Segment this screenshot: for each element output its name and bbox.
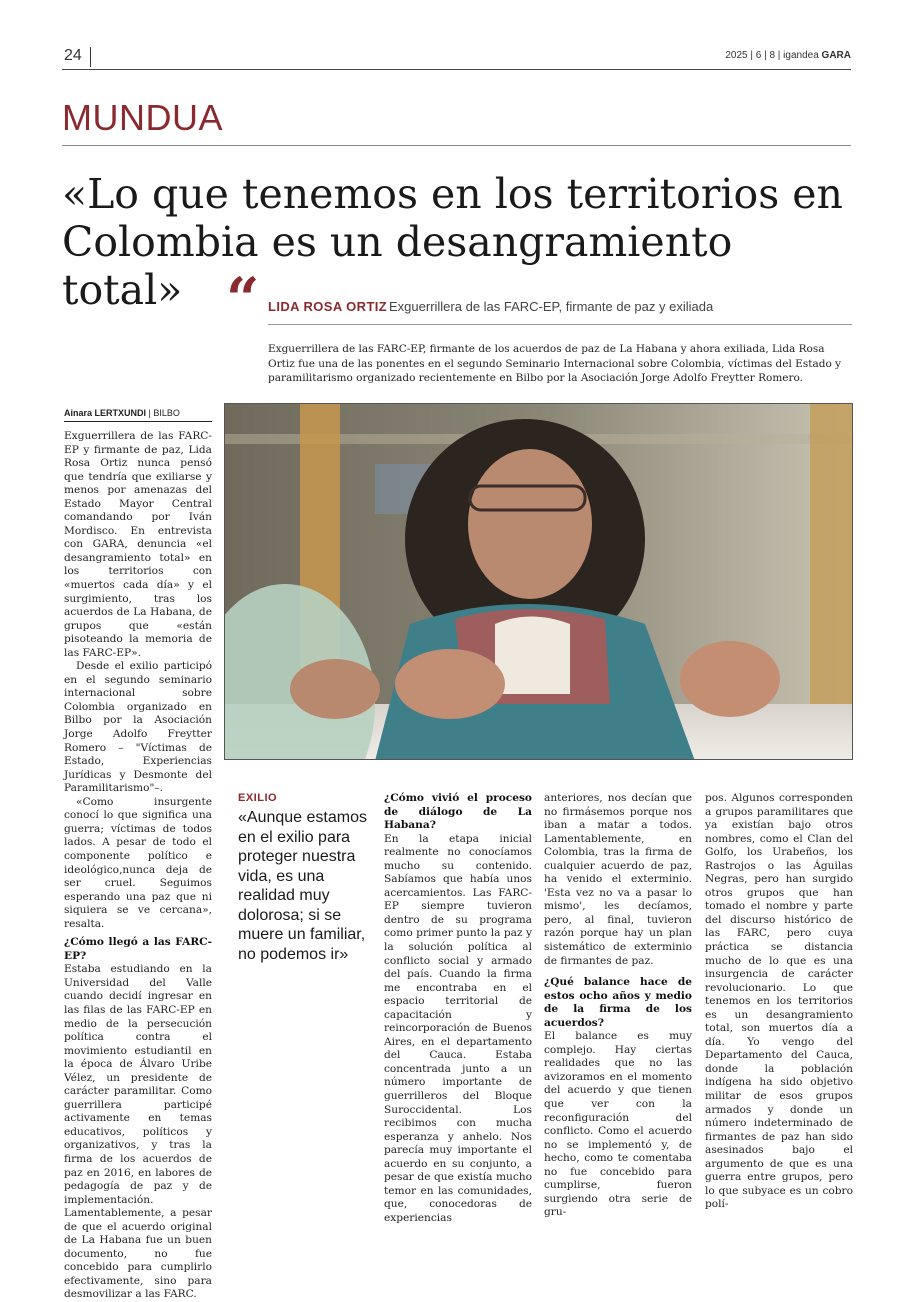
- interview-question: ¿Qué balance hace de estos ocho años y medio de la firma de los acuerdos?: [544, 976, 692, 1029]
- column-4: [544, 792, 692, 1220]
- author-name: Ainara LERTXUNDI: [64, 408, 147, 418]
- interview-answer: Estaba estudiando en la Universidad del Valle cuando decidí ingresar en las filas de las FARC-EP en medio de la persecución política contra el movimiento estudiantil en la época de Álvaro Uribe Vélez, un presidente de carácter paramilitar. Como guerrillera participé activamente en temas educativos, políticos y organizativos, y tras la firma de los acuerdos de paz en 2016, en labores de pedagogía de paz y de implementación. Lamentablemente, a pesar de que el acuerdo original de La Habana fue un buen documento, no fue concebido para cumplirlo efectivamente, sino para desmovilizar a las FARC.: [64, 963, 212, 1301]
- interview-question: ¿Cómo vivió el proceso de diálogo de La Habana?: [384, 792, 532, 832]
- interview-question: ¿Cómo llegó a las FARC-EP?: [64, 936, 212, 962]
- section-rule: [62, 145, 851, 146]
- header-rule: [62, 69, 851, 70]
- interview-answer: El balance es muy complejo. Hay ciertas realidades que no las avizoramos en el momento del acuerdo y que tienen que ver con la reconfiguración del conflicto. Como el acuerdo no se implementó y, de hecho, como te comentaba no fue concebido para cumplirse, fueron surgiendo otra serie de gru-: [544, 1030, 692, 1219]
- author-credit: [64, 408, 212, 422]
- section-title: MUNDUA: [62, 97, 223, 138]
- column-5: [705, 792, 853, 1212]
- page-number-divider: [90, 47, 91, 67]
- lead-paragraph: Exguerrillera de las FARC-EP y firmante de paz, Lida Rosa Ortiz nunca pensó que tendría que exiliarse y menos por amenazas del Estado Mayor Central comandando por Iván Mordisco. En entrevista con GARA, denuncia «el desangramiento total» en los territorios con «muertos cada día» y el surgimiento, tras los acuerdos de La Habana, de grupos que «están pisoteando la memoria de las FARC-EP».: [64, 430, 212, 659]
- author-location: | BILBO: [148, 408, 180, 418]
- quote-mark-icon: “: [226, 265, 260, 333]
- pull-quote-label: EXILIO: [238, 792, 278, 804]
- paragraph: «Como insurgente conocí lo que significa una guerra; víctimas de todos lados. A pesar de todo el componente político e ideológico,nunca deja de ser cruel. Seguimos esperando una paz que ni siquiera se ve cercana», resalta.: [64, 795, 212, 930]
- pull-quote: «Aunque estamos en el exilio para proteger nuestra vida, es una realidad muy dolorosa; si se muere un familiar, no podemos ir»: [238, 809, 367, 963]
- interviewee-name: LIDA ROSA ORTIZ: [268, 299, 388, 314]
- headline: «Lo que tenemos en los territorios en Colombia es un desangramiento total»: [62, 170, 843, 314]
- column-1: [64, 430, 212, 1302]
- paragraph: pos. Algunos corresponden a grupos paramilitares que ya existían bajo otros nombres, como el Clan del Golfo, los Urabeños, los Rastrojos o las Águilas Negras, pero han surgido otros grupos que han tomado el nombre y parte del discurso histórico de las FARC, pero cuya práctica se distancia mucho de lo que es una insurgencia de carácter revolucionario. Lo que tenemos en los territorios es un desangramiento total, son muertos día a día. Yo vengo del Departamento del Cauca, donde la población indígena ha sido objetivo militar de esos grupos armados y donde un número indeterminado de firmantes de paz han sido asesinados bajo el argumento de que es una guerra entre grupos, pero lo que subyace es un cobro polí-: [705, 792, 853, 1211]
- page-number: 24: [64, 47, 82, 64]
- column-3: [384, 792, 532, 1226]
- paragraph: anteriores, nos decían que no firmásemos porque nos iban a matar a todos. Lamentablemente, en Colombia, tras la firma de cualquier acuerdo de paz, ha venido el exterminio. 'Esta vez no va a pasar lo mismo', les decíamos, pero, al final, tuvieron razón porque hay un plan sistemático de exterminio de firmantes de paz.: [544, 792, 692, 967]
- byline-rule: [268, 324, 852, 325]
- standfirst: Exguerrillera de las FARC-EP, firmante de los acuerdos de paz de La Habana y ahora exiliada, Lida Rosa Ortiz fue una de las ponentes en el segundo Seminario Internacional sobre Colombia, víctimas del Estado y paramilitarismo organizado recientemente en Bilbo por la Asociación Jorge Adolfo Freytter Romero.: [268, 343, 842, 384]
- masthead-date: 2025 | 6 | 8 | igandea: [725, 50, 819, 61]
- interview-photo: [224, 403, 853, 760]
- photo-illustration: [225, 404, 853, 760]
- masthead-brand: GARA: [821, 50, 851, 61]
- masthead: [725, 50, 851, 61]
- paragraph: Desde el exilio participó en el segundo seminario internacional sobre Colombia organizado en Bilbo por la Asociación Jorge Adolfo Freytter Romero – "Víctimas de Estado, Experiencias Jurídicas y Desmonte del Paramilitarismo"–.: [64, 660, 212, 795]
- interview-answer: En la etapa inicial realmente no conocíamos mucho su contenido. Sabíamos que había unos acercamientos. Las FARC-EP siempre tuvieron dentro de su programa como primer punto la paz y la solución política al conflicto social y armado del país. Cuando la firma me encontraba en el espacio territorial de capacitación y reincorporación de Buenos Aires, en el departamento del Cauca. Estaba concentrada junto a un número importante de guerrilleros del Bloque Suroccidental. Los recibimos con mucha esperanza y anhelo. Nos parecía muy importante el acuerdo en su conjunto, a pesar de que existía mucho temor en las comunidades, que, conocedoras de experiencias: [384, 832, 532, 1224]
- interviewee-description: Exguerrillera de las FARC-EP, firmante de paz y exiliada: [389, 299, 714, 314]
